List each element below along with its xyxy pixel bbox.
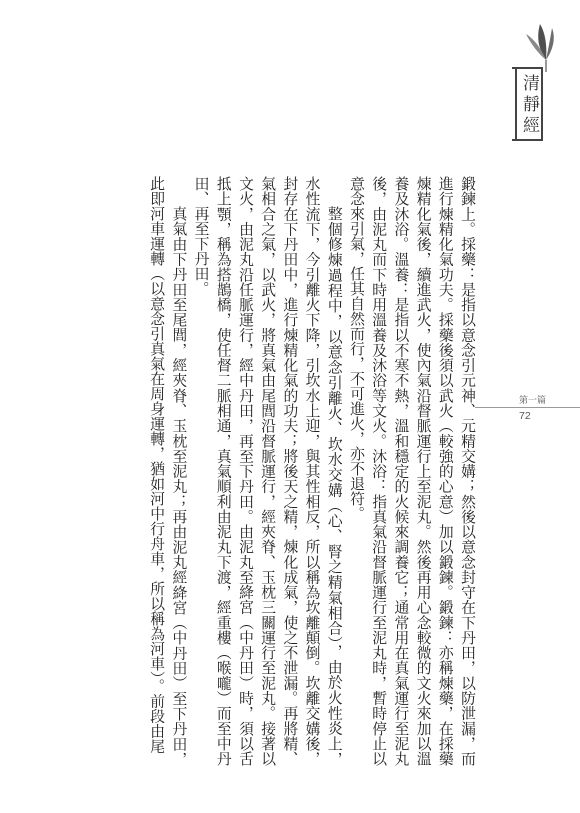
paragraph: 真氣由下丹田至尾閭，經夾脊、玉枕至泥丸；再由泥丸經絳宮（中丹田）至下丹田，此即河車運轉（以意念引真氣在周身運轉，猶如河中行舟車，所以稱為河車）。前段由尾 xyxy=(148,176,188,766)
paragraph: 鍛鍊上。採藥：是指以意念引元神、元精交媾；然後以意念封守在下丹田，以防泄漏，而進行煉精化氣功夫。採藥後須以武火（較強的心意）加以鍛鍊。鍛鍊：亦稱煉藥，在採藥煉精化氣後，續進武火，使內氣沿督脈運行上至泥丸。然後再用心念較微的文火來加以溫養及沐浴。溫養：是指以不寒不熱，溫和穩定的火候來調養它；通常用在真氣運行至泥丸後，由泥丸而下時用溫養及沐浴等文火。沐浴：指真氣沿督脈運行至泥丸時，暫時停止以意念來引氣，任其自然而行，不可進火，亦不退符。 xyxy=(347,176,476,766)
chapter-label: 第一篇 xyxy=(519,396,547,406)
paragraph: 整個修煉過程中，以意念引離火、坎水交媾（心、腎之精氣相合），由於火性炎上，水性流下，今引離火下降，引坎水上迎，與其性相反，所以稱為坎離顛倒。坎離交媾後，封存在下丹田中，進行煉精化氣的功夫；將後天之精，煉化成氣，使之不泄漏。再將精、氣相合之氣，以武火，將真氣由尾閭沿督脈運行，經夾脊、玉枕三關運行至泥丸。接著以文火，由泥丸沿任脈運行，經中丹田，再至下丹田。由泥丸至絳宮（中丹田）時，須以舌抵上顎，稱為搭鵲橋，使任督二脈相通，真氣順利由泥丸下渡，經重樓（喉嚨）而至中丹田、再至下丹田。 xyxy=(192,176,343,766)
logo-title-text: 清靜經 xyxy=(519,74,539,137)
book-title-logo xyxy=(506,22,558,144)
body-text xyxy=(145,176,478,766)
bamboo-leaf-icon xyxy=(526,24,554,72)
header-rule xyxy=(475,407,580,408)
page-number: 72 xyxy=(519,410,531,422)
title-cartouche xyxy=(512,68,542,140)
